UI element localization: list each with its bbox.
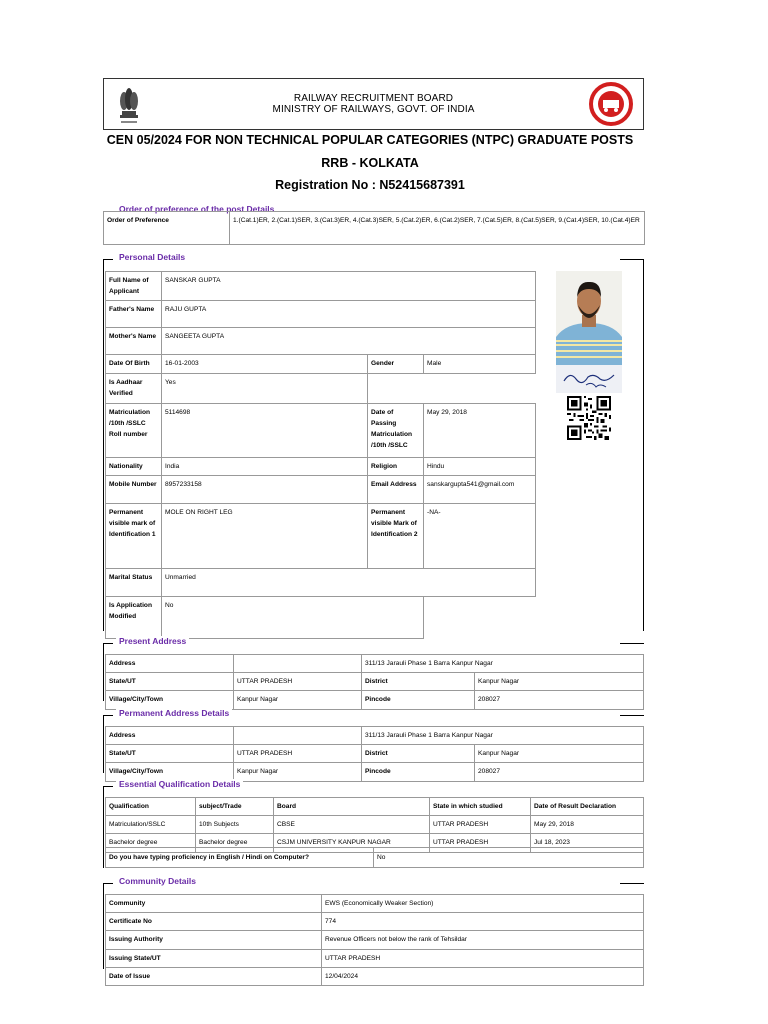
matric-value: 5114698 <box>162 403 368 457</box>
father-value: RAJU GUPTA <box>162 301 536 328</box>
community-section-title: Community Details <box>116 876 199 886</box>
present-pincode-label: Pincode <box>362 691 475 709</box>
authority-label: Issuing Authority <box>106 931 322 949</box>
section-tick <box>103 786 113 787</box>
passing-label: Date of Passing Matriculation /10th /SSLC <box>368 403 424 457</box>
mark2-label: Permanent visible Mark of Identification 2 <box>368 503 424 568</box>
qualification-table <box>105 797 644 853</box>
indian-railways-logo-icon <box>589 82 633 126</box>
present-district-label: District <box>362 673 475 691</box>
subject-cell: Bachelor degree <box>196 834 274 852</box>
aadhaar-value: Yes <box>162 373 368 403</box>
table-row <box>106 816 644 834</box>
applicant-signature <box>556 365 622 393</box>
section-tick <box>103 883 113 884</box>
full-name-value: SANSKAR GUPTA <box>162 272 536 301</box>
religion-label: Religion <box>368 457 424 475</box>
permanent-pincode-label: Pincode <box>362 763 475 781</box>
result-date-cell: May 29, 2018 <box>531 816 644 834</box>
board-cell: CSJM UNIVERSITY KANPUR NAGAR <box>274 834 430 852</box>
board-name: RAILWAY RECRUITMENT BOARD <box>293 93 454 104</box>
typing-table <box>105 847 644 868</box>
ministry-name: MINISTRY OF RAILWAYS, GOVT. OF INDIA <box>272 104 475 115</box>
applicant-photo <box>556 271 622 365</box>
state-cell: UTTAR PRADESH <box>430 816 531 834</box>
mother-value: SANGEETA GUPTA <box>162 328 536 355</box>
permanent-address-label: Address <box>106 727 234 745</box>
preference-label: Order of Preference <box>104 212 230 245</box>
email-value: sanskargupta541@gmail.com <box>424 475 536 503</box>
cen-title: CEN 05/2024 FOR NON TECHNICAL POPULAR CATEGORIES (NTPC) GRADUATE POSTS <box>106 133 634 147</box>
present-address-label: Address <box>106 655 234 673</box>
permanent-address-table <box>105 726 644 782</box>
section-rule <box>620 259 644 260</box>
state-header: State in which studied <box>430 798 531 816</box>
permanent-village-label: Village/City/Town <box>106 763 234 781</box>
permanent-state-value: UTTAR PRADESH <box>234 745 362 763</box>
subject-cell: 10th Subjects <box>196 816 274 834</box>
permanent-state-label: State/UT <box>106 745 234 763</box>
typing-value: No <box>374 848 644 868</box>
qr-code-icon <box>567 396 611 440</box>
present-address-section-title: Present Address <box>116 636 189 646</box>
modified-value: No <box>162 596 424 638</box>
present-village-value: Kanpur Nagar <box>234 691 362 709</box>
registration-number: Registration No : N52415687391 <box>275 178 465 192</box>
qual-cell: Bachelor degree <box>106 834 196 852</box>
qual-cell: Matriculation/SSLC <box>106 816 196 834</box>
present-address-table <box>105 654 644 710</box>
present-village-label: Village/City/Town <box>106 691 234 709</box>
state-cell: UTTAR PRADESH <box>430 834 531 852</box>
mark1-value: MOLE ON RIGHT LEG <box>162 503 368 568</box>
matric-label: Matriculation /10th /SSLC Roll number <box>106 403 162 457</box>
board-header: Board <box>274 798 430 816</box>
nationality-value: India <box>162 457 368 475</box>
dob-value: 16-01-2003 <box>162 355 368 373</box>
section-rule <box>620 883 644 884</box>
preference-value: 1.(Cat.1)ER, 2.(Cat.1)SER, 3.(Cat.3)ER, 4.(Cat.3)SER, 5.(Cat.2)ER, 6.(Cat.2)SER, 7.(Cat.5)ER, 8.(Cat.5)SER, 9.(Cat.4)SER, 10.(Cat.4)ER <box>230 212 645 245</box>
subject-header: subject/Trade <box>196 798 274 816</box>
permanent-pincode-value: 208027 <box>475 763 644 781</box>
document-header <box>103 78 644 130</box>
religion-value: Hindu <box>424 457 536 475</box>
permanent-district-label: District <box>362 745 475 763</box>
modified-label: Is Application Modified <box>106 596 162 638</box>
community-table <box>105 894 644 986</box>
result-date-cell: Jul 18, 2023 <box>531 834 644 852</box>
issue-date-value: 12/04/2024 <box>322 967 644 985</box>
community-value: EWS (Economically Weaker Section) <box>322 895 644 913</box>
section-border-left <box>103 715 104 773</box>
present-state-label: State/UT <box>106 673 234 691</box>
issuing-state-value: UTTAR PRADESH <box>322 949 644 967</box>
marital-value: Unmarried <box>162 568 536 596</box>
permanent-address-section-title: Permanent Address Details <box>116 708 232 718</box>
gender-value: Male <box>424 355 536 373</box>
father-label: Father's Name <box>106 301 162 328</box>
mark2-value: -NA- <box>424 503 536 568</box>
board-cell: CBSE <box>274 816 430 834</box>
section-tick <box>103 715 113 716</box>
full-name-label: Full Name of Applicant <box>106 272 162 301</box>
permanent-district-value: Kanpur Nagar <box>475 745 644 763</box>
preference-section-title: Order of preference of the post Details <box>116 204 277 214</box>
nationality-label: Nationality <box>106 457 162 475</box>
section-border-right <box>643 259 644 631</box>
mother-label: Mother's Name <box>106 328 162 355</box>
section-tick <box>103 643 113 644</box>
email-label: Email Address <box>368 475 424 503</box>
preference-table <box>103 211 645 245</box>
rrb-title: RRB - KOLKATA <box>321 156 419 170</box>
dob-label: Date Of Birth <box>106 355 162 373</box>
issuing-state-label: Issuing State/UT <box>106 949 322 967</box>
section-rule <box>620 643 644 644</box>
marital-label: Marital Status <box>106 568 162 596</box>
present-state-value: UTTAR PRADESH <box>234 673 362 691</box>
mobile-label: Mobile Number <box>106 475 162 503</box>
section-border-left <box>103 883 104 969</box>
typing-label: Do you have typing proficiency in English / Hindi on Computer? <box>106 848 374 868</box>
present-address-value: 311/13 Jarauli Phase 1 Barra Kanpur Nagar <box>362 655 644 673</box>
qualification-section-title: Essential Qualification Details <box>116 779 243 789</box>
community-label: Community <box>106 895 322 913</box>
gender-label: Gender <box>368 355 424 373</box>
mobile-value: 8957233158 <box>162 475 368 503</box>
permanent-address-value: 311/13 Jarauli Phase 1 Barra Kanpur Nagar <box>362 727 644 745</box>
aadhaar-label: Is Aadhaar Verified <box>106 373 162 403</box>
present-pincode-value: 208027 <box>475 691 644 709</box>
personal-section-title: Personal Details <box>116 252 188 262</box>
mark1-label: Permanent visible mark of Identification 1 <box>106 503 162 568</box>
permanent-village-value: Kanpur Nagar <box>234 763 362 781</box>
result-date-header: Date of Result Declaration <box>531 798 644 816</box>
section-border-left <box>103 786 104 868</box>
section-border-left <box>103 643 104 701</box>
section-rule <box>620 715 644 716</box>
section-tick <box>103 259 113 260</box>
personal-table <box>105 271 536 639</box>
qual-header: Qualification <box>106 798 196 816</box>
passing-value: May 29, 2018 <box>424 403 536 457</box>
authority-value: Revenue Officers not below the rank of Tehsildar <box>322 931 644 949</box>
certificate-value: 774 <box>322 913 644 931</box>
section-border-left <box>103 259 104 631</box>
certificate-label: Certificate No <box>106 913 322 931</box>
present-district-value: Kanpur Nagar <box>475 673 644 691</box>
issue-date-label: Date of Issue <box>106 967 322 985</box>
